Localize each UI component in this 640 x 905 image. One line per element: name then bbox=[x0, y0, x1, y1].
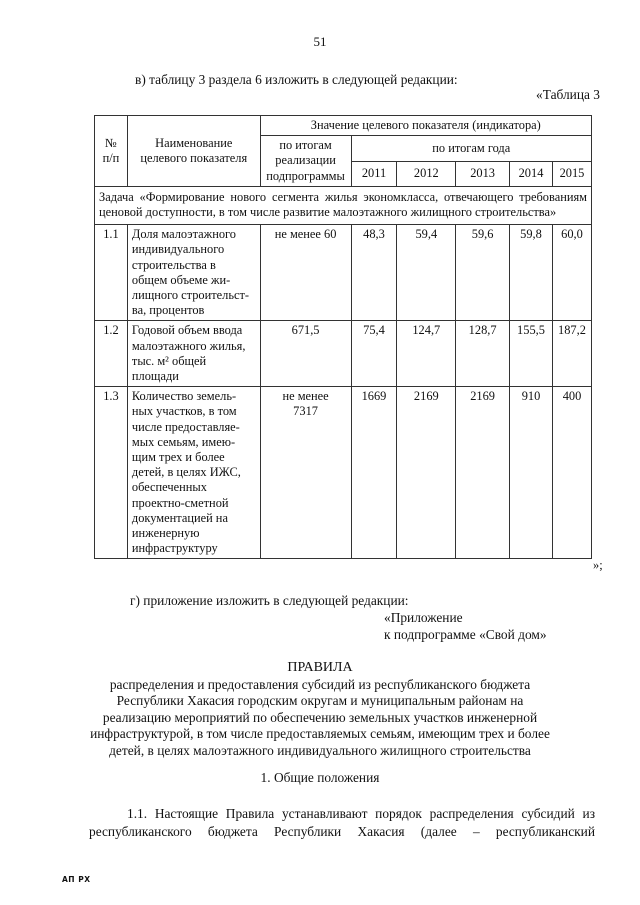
row-num: 1.3 bbox=[95, 387, 128, 559]
section-heading: 1. Общие положения bbox=[260, 770, 380, 785]
header-program-total: по итогам реализации подпрограммы bbox=[260, 136, 351, 187]
row-num: 1.1 bbox=[95, 225, 128, 321]
table-row bbox=[95, 321, 592, 387]
table-closing-quote: »; bbox=[593, 558, 603, 572]
rules-subtitle-line: детей, в целях малоэтажного индивидуального жилищного строительства bbox=[109, 742, 531, 758]
rules-subtitle-line: Республики Хакасия городским округам и муниципальным районам на bbox=[116, 693, 524, 709]
row-year-value: 2169 bbox=[456, 387, 510, 559]
task-row: Задача «Формирование нового сегмента жилья экономкласса, отвечающего требованиям ценовой доступности, в том числе развитие малоэтажного жилищного строительства» bbox=[95, 186, 592, 224]
header-name: Наименование целевого показателя bbox=[127, 116, 260, 187]
header-year: 2015 bbox=[552, 161, 591, 186]
row-year-value: 48,3 bbox=[351, 225, 397, 321]
indicator-table bbox=[94, 115, 592, 559]
header-year: 2014 bbox=[510, 161, 553, 186]
row-year-value: 59,8 bbox=[510, 225, 553, 321]
row-year-value: 155,5 bbox=[510, 321, 553, 387]
row-program-total: не менее 7317 bbox=[260, 387, 351, 559]
appendix-line: «Приложение bbox=[384, 610, 463, 625]
row-year-value: 910 bbox=[510, 387, 553, 559]
header-indicator-value: Значение целевого показателя (индикатора) bbox=[260, 116, 591, 136]
rules-subtitle-line: инфраструктурой, в том числе предоставляемых семьям, имеющим трех и более bbox=[90, 726, 550, 742]
row-name: Годовой объем ввода малоэтажного жилья, тыс. м² общей площади bbox=[127, 321, 260, 387]
rules-subtitle-line: реализацию мероприятий по обеспечению земельных участков инженерной bbox=[102, 709, 538, 725]
row-year-value: 128,7 bbox=[456, 321, 510, 387]
row-name: Доля малоэтажного индивидуального строительства в общем объеме жи- лищного строительст- ва, процентов bbox=[127, 225, 260, 321]
table-row bbox=[95, 387, 592, 559]
table-caption: «Таблица 3 bbox=[536, 87, 600, 102]
row-year-value: 59,4 bbox=[397, 225, 456, 321]
header-year: 2012 bbox=[397, 161, 456, 186]
header-year: 2011 bbox=[351, 161, 397, 186]
rules-heading bbox=[0, 660, 640, 760]
row-year-value: 59,6 bbox=[456, 225, 510, 321]
row-year-value: 75,4 bbox=[351, 321, 397, 387]
rules-title: ПРАВИЛА bbox=[287, 660, 353, 675]
row-year-value: 400 bbox=[552, 387, 591, 559]
rules-subtitle-line: распределения и предоставления субсидий из республиканского бюджета bbox=[109, 676, 531, 692]
row-num: 1.2 bbox=[95, 321, 128, 387]
table-row bbox=[95, 225, 592, 321]
row-year-value: 187,2 bbox=[552, 321, 591, 387]
row-year-value: 1669 bbox=[351, 387, 397, 559]
appendix-heading bbox=[384, 610, 547, 643]
header-by-year: по итогам года bbox=[351, 136, 591, 161]
body-paragraph bbox=[89, 805, 595, 841]
intro-paragraph: в) таблицу 3 раздела 6 изложить в следующей редакции: bbox=[135, 72, 458, 87]
row-program-total: не менее 60 bbox=[260, 225, 351, 321]
page-number: 51 bbox=[313, 34, 327, 49]
header-year: 2013 bbox=[456, 161, 510, 186]
row-year-value: 2169 bbox=[397, 387, 456, 559]
row-year-value: 60,0 bbox=[552, 225, 591, 321]
header-num: № п/п bbox=[95, 116, 128, 187]
body-line: республиканского бюджета Республики Хакасия (далее – республиканский bbox=[89, 824, 595, 839]
appendix-line: к подпрограмме «Свой дом» bbox=[384, 626, 547, 642]
body-line: 1.1. Настоящие Правила устанавливают порядок распределения субсидий из bbox=[127, 806, 595, 821]
row-program-total: 671,5 bbox=[260, 321, 351, 387]
second-paragraph: г) приложение изложить в следующей редакции: bbox=[130, 593, 409, 608]
row-year-value: 124,7 bbox=[397, 321, 456, 387]
row-name: Количество земель- ных участков, в том числе предоставляе- мых семьям, имею- щим трех и более детей, в целях ИЖС, обеспеченных проектно-сметной документацией на инженерную инфраструктуру bbox=[127, 387, 260, 559]
footer-mark: АП РХ bbox=[62, 875, 91, 884]
table-body bbox=[95, 225, 592, 559]
